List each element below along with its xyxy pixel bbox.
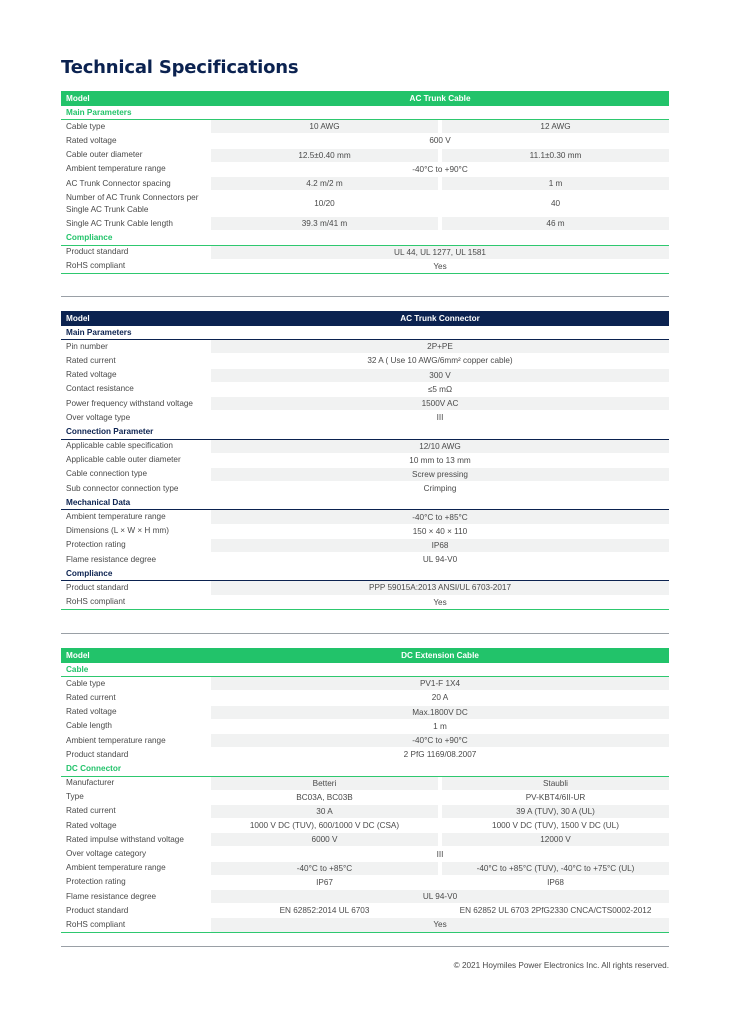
table-row: Over voltage category III <box>61 847 669 861</box>
table-row: Flame resistance degree UL 94-V0 <box>61 553 669 567</box>
footer-divider <box>61 946 669 947</box>
table-row: Over voltage type III <box>61 411 669 425</box>
model-label: Model <box>61 91 211 106</box>
section-header: Cable <box>61 663 669 677</box>
section-header: DC Connector <box>61 762 669 776</box>
section-header: Compliance <box>61 231 669 245</box>
table-row: Rated voltage 600 V <box>61 134 669 148</box>
table-row: Product standard 2 PfG 1169/08.2007 <box>61 748 669 762</box>
product-name: DC Extension Cable <box>211 648 669 663</box>
table-row: Rated voltage Max.1800V DC <box>61 705 669 719</box>
table-row: Cable type 10 AWG 12 AWG <box>61 120 669 134</box>
model-label: Model <box>61 648 211 663</box>
table-row: Protection rating IP67 IP68 <box>61 875 669 889</box>
model-label: Model <box>61 311 211 326</box>
table-row: Contact resistance ≤5 mΩ <box>61 382 669 396</box>
section-header: Main Parameters <box>61 106 669 120</box>
section-header: Connection Parameter <box>61 425 669 439</box>
table-row: Number of AC Trunk Connectors per Single AC Trunk Cable 10/20 40 <box>61 191 669 217</box>
table-header <box>61 311 669 326</box>
table-row: Sub connector connection type Crimping <box>61 482 669 496</box>
section-divider <box>61 633 669 634</box>
table-row: Single AC Trunk Cable length 39.3 m/41 m 46 m <box>61 217 669 231</box>
product-name: AC Trunk Connector <box>211 311 669 326</box>
table-row: Pin number 2P+PE <box>61 340 669 354</box>
table-row: Rated current 20 A <box>61 691 669 705</box>
table-row: RoHS compliant Yes <box>61 595 669 609</box>
product-name: AC Trunk Cable <box>211 91 669 106</box>
section-header: Main Parameters <box>61 326 669 340</box>
section-header: Compliance <box>61 567 669 581</box>
table-row: Ambient temperature range -40°C to +85°C -40°C to +85°C (TUV), -40°C to +75°C (UL) <box>61 861 669 875</box>
table-row: Cable type PV1-F 1X4 <box>61 677 669 691</box>
copyright-footer: © 2021 Hoymiles Power Electronics Inc. All rights reserved. <box>453 961 669 970</box>
table-row: Cable connection type Screw pressing <box>61 467 669 481</box>
table-row: Product standard PPP 59015A:2013 ANSI/UL 6703-2017 <box>61 581 669 595</box>
table-header <box>61 91 669 106</box>
table-row: Flame resistance degree UL 94-V0 <box>61 890 669 904</box>
table-row: Cable length 1 m <box>61 719 669 733</box>
table-row: Rated voltage 1000 V DC (TUV), 600/1000 V DC (CSA) 1000 V DC (TUV), 1500 V DC (UL) <box>61 819 669 833</box>
table-row: Ambient temperature range -40°C to +90°C <box>61 162 669 176</box>
table-row: Applicable cable specification 12/10 AWG <box>61 439 669 453</box>
table-row: Product standard UL 44, UL 1277, UL 1581 <box>61 245 669 259</box>
table-row: RoHS compliant Yes <box>61 918 669 932</box>
ac-trunk-cable-table <box>61 91 669 274</box>
page-title: Technical Specifications <box>61 57 299 78</box>
table-row: RoHS compliant Yes <box>61 259 669 273</box>
table-row: Cable outer diameter 12.5±0.40 mm 11.1±0.30 mm <box>61 148 669 162</box>
section-divider <box>61 296 669 297</box>
table-row: Type BC03A, BC03B PV-KBT4/6II-UR <box>61 790 669 804</box>
table-row: Rated voltage 300 V <box>61 368 669 382</box>
table-row: Manufacturer Betteri Staubli <box>61 776 669 790</box>
table-row: Ambient temperature range -40°C to +85°C <box>61 510 669 524</box>
table-row: Dimensions (L × W × H mm) 150 × 40 × 110 <box>61 524 669 538</box>
table-row: Ambient temperature range -40°C to +90°C <box>61 733 669 747</box>
table-row: AC Trunk Connector spacing 4.2 m/2 m 1 m <box>61 176 669 190</box>
table-row: Rated current 30 A 39 A (TUV), 30 A (UL) <box>61 804 669 818</box>
section-header: Mechanical Data <box>61 496 669 510</box>
table-row: Product standard EN 62852:2014 UL 6703 EN 62852 UL 6703 2PfG2330 CNCA/CTS0002-2012 <box>61 904 669 918</box>
table-row: Rated current 32 A ( Use 10 AWG/6mm² copper cable) <box>61 354 669 368</box>
table-header <box>61 648 669 663</box>
table-row: Applicable cable outer diameter 10 mm to 13 mm <box>61 453 669 467</box>
table-row: Rated impulse withstand voltage 6000 V 12000 V <box>61 833 669 847</box>
ac-trunk-connector-table <box>61 311 669 610</box>
dc-extension-cable-table <box>61 648 669 933</box>
table-row: Power frequency withstand voltage 1500V AC <box>61 396 669 410</box>
table-row: Protection rating IP68 <box>61 538 669 552</box>
